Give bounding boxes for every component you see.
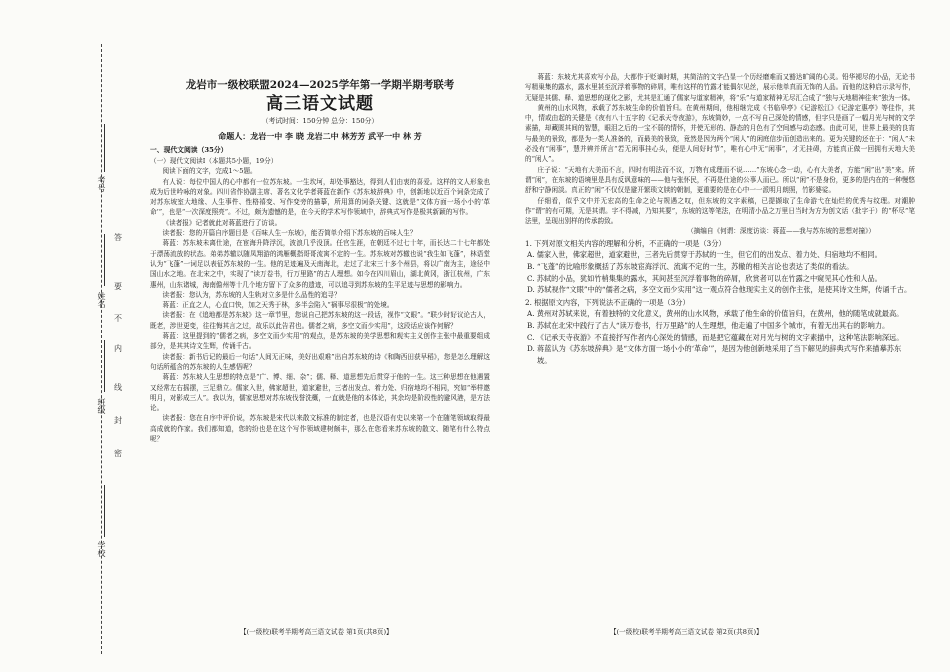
binding-gutter [0, 0, 150, 672]
question-1-option-b: B. “飞蓬”的比喻形象概括了苏东坡宦海浮沉、流寓不定的一生，苏辙的相关言论也表达了类似的看法。 [527, 261, 854, 271]
subsection-heading: （一）现代文阅读Ⅰ（本题共5小题，19分） [150, 157, 278, 165]
footer-page-2: 【(一级校)联考半期考高三语文试卷 第2页(共8页)】 [610, 628, 763, 636]
passage-paragraph: 读者报：新书后记的最后一句话“人间无正味，美好出艰难”出自苏东坡的诗《和陶西田获早稻》，您是怎么理解这句话所蕴含的苏东坡的人生感悟呢？ [150, 352, 490, 371]
seal-char: 要 [114, 282, 122, 291]
passage-paragraph: 仔细看，似乎文中并无宏高的生命之论与规遇之叹，但东坡的文字素稿，已提撷取了生命游弋在灿烂的优秀与纹理。对潮肿作“谓”的有可期，无是其谓。字不得减，乃知其要”，东坡的这等笔法，在明清小品之万里日当时为方为创文话（批字于）的“杯尽”笔法里，呈现出别样的传承韵致。 [525, 196, 915, 226]
banji-line [104, 340, 105, 392]
seal-char: 内 [114, 344, 122, 353]
exam-authors: 命题人：龙岩一中 李 晓 龙岩二中 林芳芳 武平一中 林 芳 [218, 131, 422, 141]
left-column [150, 60, 490, 444]
passage-paragraph: 蒋蓝：苏东坡人生思想的特点是“广、博、细、杂”；儒、释、道思想先后贯穿于他的一生。这三种思想在他遇置又经常左右摇摆，三足鼎立。儒家入世，佛家超世，道家避世，三者出发点、着力处、归宿地均不相同，究如“举样邀明月，对影成三人”。我以为，儒家思想对苏东坡伐誉洗概，一直就是他的本体论，其余均是阶段性的避风港，是方法论。 [150, 373, 490, 413]
label-kaohao: 考号 [97, 176, 106, 192]
passage-paragraph: 黄州的山水风物，承载了苏东坡生命的价值旨归。在黄州期间，他相继完成《书临皋亭》《记游松江》《记游定惠亭》等佳作，其中，情或由起的关健是《夜有八十五字的《记承天寺夜游》，东坡简妙，一点不写自己深处的情感，但字只是画了一幅月光与树的文学素描，却藏匮其间的智慧，眼泪之后的一宝不弱的情怀，并使无形的、静态的月色有了空间感与动态感。由此可见，世界上最美的良宵与最美的景致，都是为一类人准备的，而最美的景致，竟然是因为两个“闲人”的闲庭信步而创造出来的。更为关键的还在于：“闲人”未必没有“闲事”，慧并辨并所言“若无闲事挂心头，便是人间好时节”，唯有心中无“闲事”，才无挂碍，方能真正做一回拥有天地大美的“闲人”。 [525, 103, 915, 164]
question-1-option-c: C. 苏轼的小品，犹如竹梢集集的露水，其间甚至沉浮着事物的碎屑，欣赏者可以在竹露之中窥见其心性和人品。 [527, 273, 882, 283]
passage-paragraph: 读者报：您认为，苏东坡的人生轨对立多是什么品性的追寻？ [162, 290, 341, 299]
passage-paragraph: 庄子说：“天地有大美而不言，四时有明法而不议，万物有成理而不说……”东坡心念一动，心有大美者，方能“闲”出“美”来。所谓“闲”，在东坡的语境里是具有反讽意味的——他与张怀民，不再是仕途的公事人而已。所以“闲”不是身份，更多的是内在的一种慢悠舒和宁静闲淡。真正的“闲”不仅仅是避开繁琐文牍的朝制，更重要的是在心中一一派明月朗照，竹影婆娑。 [525, 165, 915, 195]
passage-paragraph: 有人说：每位中国人的心中都有一位苏东坡。一生坎坷，却处事豁达，得到人们由衷的喜爱。这样的文人形象也成为后世吟咏的对象。四川省作协副主席、著名文化学者蒋蓝在新作《苏东坡辞典》中，创新地以近百个词条完成了对苏东坡室大地缘、人生事件、性格禧变、写作变旁的描摹，所用算的词条关键、这就是“文体方面一场小小的‘革命’”，也是“一次深度照亮”。不过，颇为遗憾的是，在今天的学术写作领域中，辞典式写作是极其新颖的写作。 [150, 177, 490, 217]
question-1-option-d: D. 苏轼视作“文眼”中的“儒者之病，多空文而少实用”这一观点符合他现实主义的创作主张，是使其诗文生辉，传诵千古。 [527, 285, 912, 295]
label-xuexiao: 学校 [97, 541, 106, 557]
question-1-stem: 1. 下列对原文相关内容的理解和分析，不正确的一项是（3分） [525, 238, 726, 248]
question-1-option-a: A. 儒家入世，佛家超世，道家避世，三者先后贯穿于苏轼的一生，但它们的出发点、着力处、归宿地均不相同。 [527, 250, 882, 260]
question-2-option-c: C. 《记承天寺夜游》不直接抒写作者内心深处的情感，而是把它蕴藏在对月光与树的文字素描中，这种笔法影响深远。 [527, 332, 904, 342]
passage-paragraph: 读者报：您的开篇自序题目是《百味人生一东坡》，能否简单介绍下苏东坡的百味人生？ [162, 229, 417, 238]
passage-paragraph: 《读者报》记者就此对蒋蓝进行了访谈。 [162, 218, 282, 227]
excerpt-source: （摘编自《何谓：深度访谈：蒋蓝——我与苏东坡的思想对撞》） [687, 227, 875, 236]
exam-title-line1: 龙岩市一级校联盟2024—2025学年第一学期半期考联考 [185, 79, 455, 91]
label-xingming: 姓名 [97, 292, 106, 308]
footer-page-1: 【(一级校)联考半期考高三语文试卷 第1页(共8页)】 [240, 628, 393, 636]
question-2-option-d: D. 蒋蓝认为《苏东坡辞典》是“文体方面一场小小的‘革命’”，是因为他创新地采用了当下解见的辞典式写作来描摹苏东坡。 [527, 344, 902, 365]
passage-paragraph: 蒋蓝：苏东坡未离仕途，在宦海升降浮沉，波浪几乎没顶。任官生涯，在朝廷不过七十年，而长达二十七年都处于漂荡流放的状态。弟弟苏辙以随凤翔游的鸿雁概指哥哥流寓不定的一生。苏东坡对苏辙也说“我生如飞蓬”，林语堂认为“飞蓬”一词足以表征苏东坡的一生。他的足迹遍及天南海北，走过了北宋三十多个州县，将以广南为主，途径中国山水之地。在北宋之中，实现了“读万卷书，行万里路”的古人理想。如今在四川眉山，湖北黄冈，浙江杭州，广东惠州，山东诸城，海南儋州等十几个地方留下了众多的遗迹，可以追寻到苏东坡的生平足迹与思想的影响力。 [150, 239, 490, 289]
seal-line [101, 44, 102, 654]
passage-paragraph: 蒋蓝：正直之人，心直口快，加之天秀于林，多半会陷入“祸事尽很极”的处境。 [162, 301, 394, 310]
passage-paragraph: 读者报：您在自序中评价说，苏东坡是宋代以来散文标准的制定者，也是汉语有史以来第一个在随笔领域取得最高成就的作家。我们都知道，您的纷也是在这个写作领域建树颇丰，那么在您看来苏东坡的散文、随笔有什么特点呢？ [150, 414, 490, 444]
seal-char: 密 [114, 449, 122, 458]
question-2-option-b: B. 苏轼在北宋中践行了古人“读万卷书，行万里路”的人生理想，他走遍了中国多个城市，有着无出其右的影响力。 [527, 320, 890, 330]
passage-paragraph: 读者报：在《追地都是苏东坡》这一章节里，您说自己把苏东坡的这一段话，视作“文眼”。“联少时好议论古人，既老，涉世更变，往往悔其言之过，故乐以此告君也。儒者之病，多空文而少实用”，这段话应该作何解？ [150, 311, 490, 330]
question-2-stem: 2. 根据原文内容，下列说法不正确的一项是（3分） [525, 297, 690, 307]
exam-title: 高三语文试题 [266, 94, 374, 114]
kaohao-line [104, 124, 105, 172]
seal-char: 不 [114, 314, 122, 323]
right-column [525, 72, 915, 366]
passage-paragraph: 蒋蓝：这里提到的“儒者之病，多空文而少实用”的观点，是苏东坡的美学思想和观实主义创作主张中最重要组成部分，是其其诗文生辉，传诵千古。 [150, 332, 490, 351]
label-banji: 班级 [97, 398, 106, 414]
seal-char: 线 [114, 383, 122, 392]
reading-instruction: 阅读下面的文字，完成1～5题。 [162, 167, 257, 176]
passage-paragraph: 蒋蓝：东坡尤其喜欢写小品，大都作于贬谪时期，其简洁的文字凸显一个历经磨难而又豁达旷阔的心灵。铅华褪尽的小品，无论书写精巢集的露水，露水里甚至沉浮着事物的碎屑，唯有这样的竹露才能偶尔见丝，展示他单真而无饰的人品。而他的这种启示录写作，无疑是其儒、释、道思想的现化之影，尤其是汇通了儒家与道家精神，将“乐”与道家精神无尽汇合成了“独与天地精神往来”独为一体。 [525, 73, 915, 102]
xuexiao-line [104, 485, 105, 537]
section-heading: 一、现代文阅读（35分） [150, 146, 228, 154]
question-2-option-a: A. 黄州对苏轼来说，有着独特的文化意义，黄州的山水风物，承载了他生命的价值旨归，在黄州，他的随笔成就最高。 [527, 309, 904, 319]
seal-char: 封 [114, 416, 122, 425]
xingming-line [104, 234, 105, 286]
seal-char: 答 [114, 233, 122, 242]
exam-info: （考试时间：150分钟 总分：150分） [261, 117, 379, 125]
